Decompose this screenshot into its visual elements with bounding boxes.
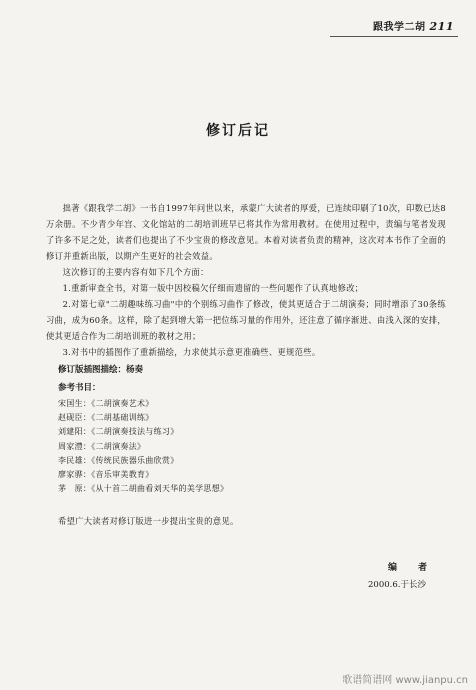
reference-item: 赵砚臣：《二胡基础训练》: [58, 413, 154, 423]
references-heading: 参考书目：: [58, 383, 101, 393]
body-text: [46, 200, 446, 360]
reference-item: 刘建阳：《二胡演奏技法与练习》: [58, 427, 179, 437]
header-series-title: 跟我学二胡: [373, 22, 426, 33]
reference-item: 宋国生：《二胡演奏艺术》: [58, 399, 154, 408]
reference-item: 周家澧：《二胡演奏法》: [58, 441, 146, 451]
header-rule: [330, 36, 458, 37]
reference-item: 李民雄：《传统民族器乐曲欣赏》: [58, 455, 179, 465]
watermark: 歌谱简谱网 www.jianpu.cn: [342, 675, 468, 686]
header-page-number: 211: [429, 20, 454, 33]
closing-remark: 希望广大读者对修订版进一步提出宝贵的意见。: [58, 516, 239, 526]
signature: 编 者: [388, 563, 434, 573]
illustration-credit: 修订版插图描绘：杨奏: [58, 365, 144, 375]
running-header: [373, 18, 454, 33]
references-list: [58, 397, 228, 496]
date-place: 2000.6.于长沙: [368, 580, 426, 590]
paragraph-item-2: 2.对第七章"二胡趣味练习曲"中的个别练习曲作了修改，使其更适合于二胡演奏；同时增添了30条练习曲，成为60条。这样，除了起到增大第一把位练习量的作用外，还注意了循序渐进、由浅入深的安排，使其更适合作为二胡培训班的教材之用；: [46, 299, 446, 341]
paragraph-list-intro: 这次修订的主要内容有如下几个方面：: [62, 267, 209, 277]
reference-item: 茅 原：《从十首二胡曲看刘天华的美学思想》: [58, 484, 229, 494]
paragraph-intro: 拙著《跟我学二胡》一书自1997年问世以来，承蒙广大读者的厚爱，已连续印刷了10次，印数已达8万余册。不少青少年宫、文化馆站的二胡培训班早已将其作为常用教材。在使用过程中，责编与笔者发现了许多不足之处，读者们也提出了不少宝贵的修改意见。本着对读者负责的精神，这次对本书作了全面的修订并重新出版，以期产生更好的社会效益。: [46, 203, 446, 261]
reference-item: 廖家骅：《音乐审美教育》: [58, 470, 154, 480]
page-title: 修订后记: [206, 123, 270, 139]
paragraph-item-1: 1.重新审查全书，对第一版中因校稿欠仔细而遗留的一些问题作了认真地修改；: [62, 283, 364, 293]
paragraph-item-3: 3.对书中的插图作了重新描绘，力求使其示意更准确些、更规范些。: [62, 347, 321, 357]
